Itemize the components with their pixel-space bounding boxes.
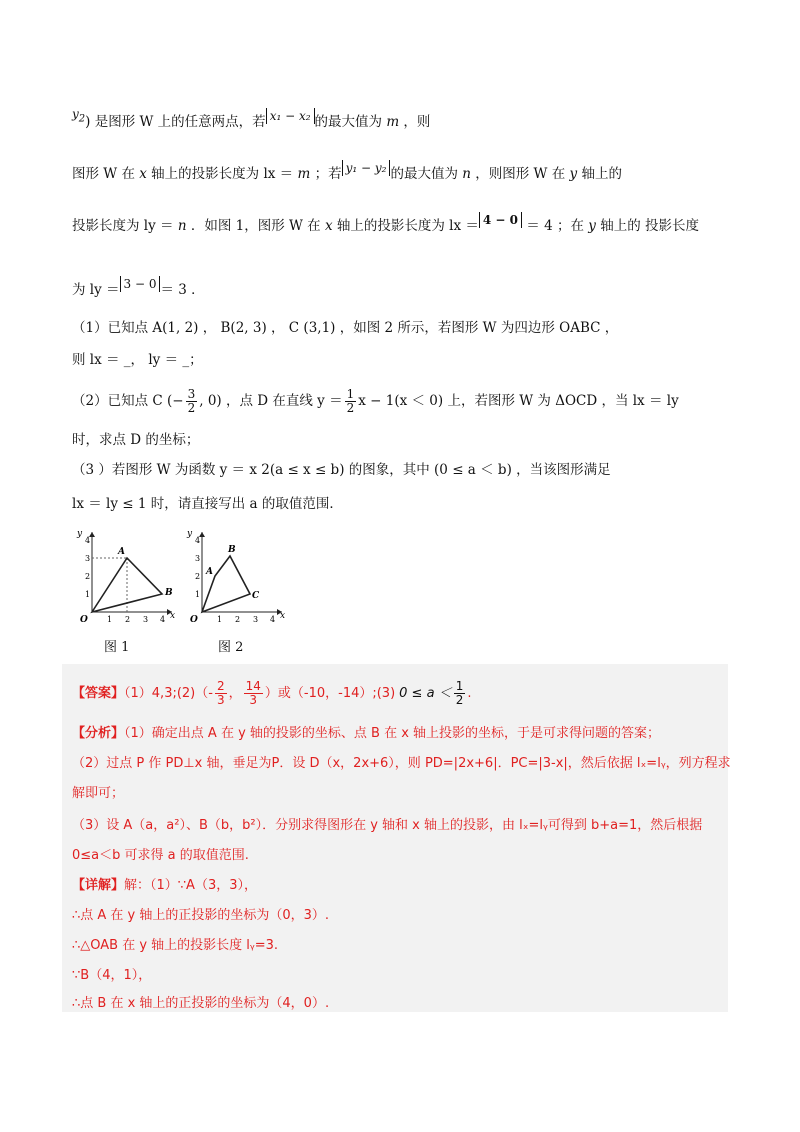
text: （1）4,3;(2)（- [124,686,213,701]
point-c-label: C [252,591,260,601]
tick-label: 3 [85,554,91,563]
text: 的最大值为 [314,114,387,130]
origin-label: O [190,615,198,624]
analysis-line-2: （2）过点 P 作 PD⊥x 轴，垂足为P．设 D（x，2x+6），则 PD=|2x+6|．PC=|3-x|，然后依据 lₓ=lᵧ，列方程求 [72,756,731,771]
detail-line-1 [72,876,257,896]
analysis-line-4: （3）设 A（a，a²）、B（b，b²）．分别求得图形在 y 轴和 x 轴上的投影，由 lₓ=lᵧ可得到 b+a=1，然后根据 [72,818,703,833]
text: ＝ 4 ；在 [522,218,589,234]
text: 的最大值为 [390,166,463,182]
tick-label: 3 [195,554,201,563]
figure-1 [76,529,175,624]
q2-line-1 [72,388,679,415]
text: 轴上的投影长度为 lx ＝ [146,166,298,182]
q1-line-1: （1）已知点 A(1, 2) ， B(2, 3) ， C (3,1) ，如图 2 所示，若图形 W 为四边形 OABC ， [72,320,619,336]
inequality: 0 ≤ a ＜ [399,686,452,701]
text: ）或（-10，-14）;(3) [264,686,396,701]
var-y: y [569,166,578,182]
var-y: y [588,218,596,234]
intro-line-4 [72,276,205,300]
analysis-line-3: 解即可； [72,786,125,801]
tick-label: 1 [107,615,113,624]
tick-label: 1 [195,590,201,599]
point-b-label: B [228,545,236,555]
text: 为 ly ＝ [72,282,120,298]
analysis-line-1 [72,724,660,744]
tick-label: 2 [235,615,241,624]
tick-label: 4 [195,536,201,545]
text: （2）已知点 C (− [72,393,184,409]
tick-label: 4 [160,615,166,624]
detail-line-2: ∴点 A 在 y 轴上的正投影的坐标为（0，3）. [72,908,330,923]
answer-tag: 【答案】 [72,686,125,701]
y-label: y [77,529,83,539]
abs-expr: y₁ − y₂ [342,160,391,176]
intro-line-3 [72,212,699,236]
quadrilateral-oabc [202,556,250,612]
point-a-label: A [118,547,125,557]
tick-label: 3 [143,615,149,624]
figures [72,524,312,624]
x-label: x [170,611,176,621]
figure-2 [186,529,285,624]
detail-line-3: ∴△OAB 在 y 轴上的投影长度 lᵧ=3. [72,938,279,953]
tick-label: 2 [195,572,201,581]
analysis-line-5: 0≤a＜b 可求得 a 的取值范围. [72,848,249,863]
abs-expr: 4 − 0 [479,212,522,228]
intro-line-2 [72,160,622,184]
text: （1）确定出点 A 在 y 轴的投影的坐标、点 B 在 x 轴上投影的坐标，于是可求得问题的答案； [124,726,661,741]
detail-line-5: ∴点 B 在 x 轴上的正投影的坐标为（4，0）. [72,996,330,1011]
answer-line [72,680,471,707]
text: ，则图形 W 在 [470,166,570,182]
text: . [467,686,472,701]
point-b-label: B [165,588,173,598]
text: ， [228,686,242,701]
var-x: x [139,166,147,182]
var-m: m [297,166,311,182]
text: ．如图 1，图形 W 在 [186,218,325,234]
point-a-label: A [206,567,213,577]
abs-expr: x₁ − x₂ [266,108,315,124]
text: 轴上的投影长度为 lx ＝ [332,218,479,234]
fraction: $\frac{2}{3}$ [216,679,225,707]
tick-label: 2 [125,615,131,624]
detail-line-4: ∵B（4，1）， [72,968,152,983]
var-n: n [177,218,187,234]
text: , 0) ，点 D 在直线 y ＝ [199,393,343,409]
figure-1-caption: 图 1 [104,640,130,655]
fraction: $\frac{1}{2}$ [455,679,464,707]
origin-label: O [80,615,88,624]
fraction: $\frac{1}{2}$ [346,387,355,415]
fraction: $\frac{3}{2}$ [187,387,196,415]
figure-2-caption: 图 2 [218,640,244,655]
text: ＝ 3 ． [160,282,205,298]
q3-line-2: lx ＝ ly ≤ 1 时，请直接写出 a 的取值范围． [72,496,343,512]
text: ) 是图形 W 上的任意两点，若 [85,114,266,130]
tick-label: 1 [217,615,223,624]
fraction: $\frac{14}{3}$ [245,679,261,707]
var-m: m [386,114,400,130]
text: 轴上的 投影长度 [595,218,699,234]
tick-label: 4 [270,615,276,624]
var-n: n [462,166,471,182]
text: x − 1(x ＜ 0) 上，若图形 W 为 ΔOCD ，当 lx ＝ ly [358,393,679,409]
text: ，则 [399,114,431,130]
text: 投影长度为 ly ＝ [72,218,178,234]
text: ；若 [310,166,342,182]
solution-panel [62,664,728,1012]
q3-line-1: （3 ）若图形 W 为函数 y ＝ x 2(a ≤ x ≤ b) 的图象，其中 (0 ≤ a ＜ b) ，当该图形满足 [72,462,611,478]
x-label: x [280,611,286,621]
tick-label: 4 [85,536,91,545]
tick-label: 3 [253,615,259,624]
q2-line-2: 时，求点 D 的坐标； [72,432,200,448]
text: 解：（1）∵A（3，3）， [124,878,257,893]
detail-tag: 【详解】 [72,878,125,893]
tick-label: 2 [85,572,91,581]
y-var: $y_2$ [72,107,86,125]
var-x: x [324,218,333,234]
text: 图形 W 在 [72,166,140,182]
q1-line-2: 则 lx ＝ _， ly ＝ _； [72,352,203,368]
text: 轴上的 [577,166,622,182]
analysis-tag: 【分析】 [72,726,125,741]
y-label: y [187,529,193,539]
abs-expr: 3 − 0 [120,276,161,292]
intro-line-1 [72,104,430,132]
tick-label: 1 [85,590,91,599]
